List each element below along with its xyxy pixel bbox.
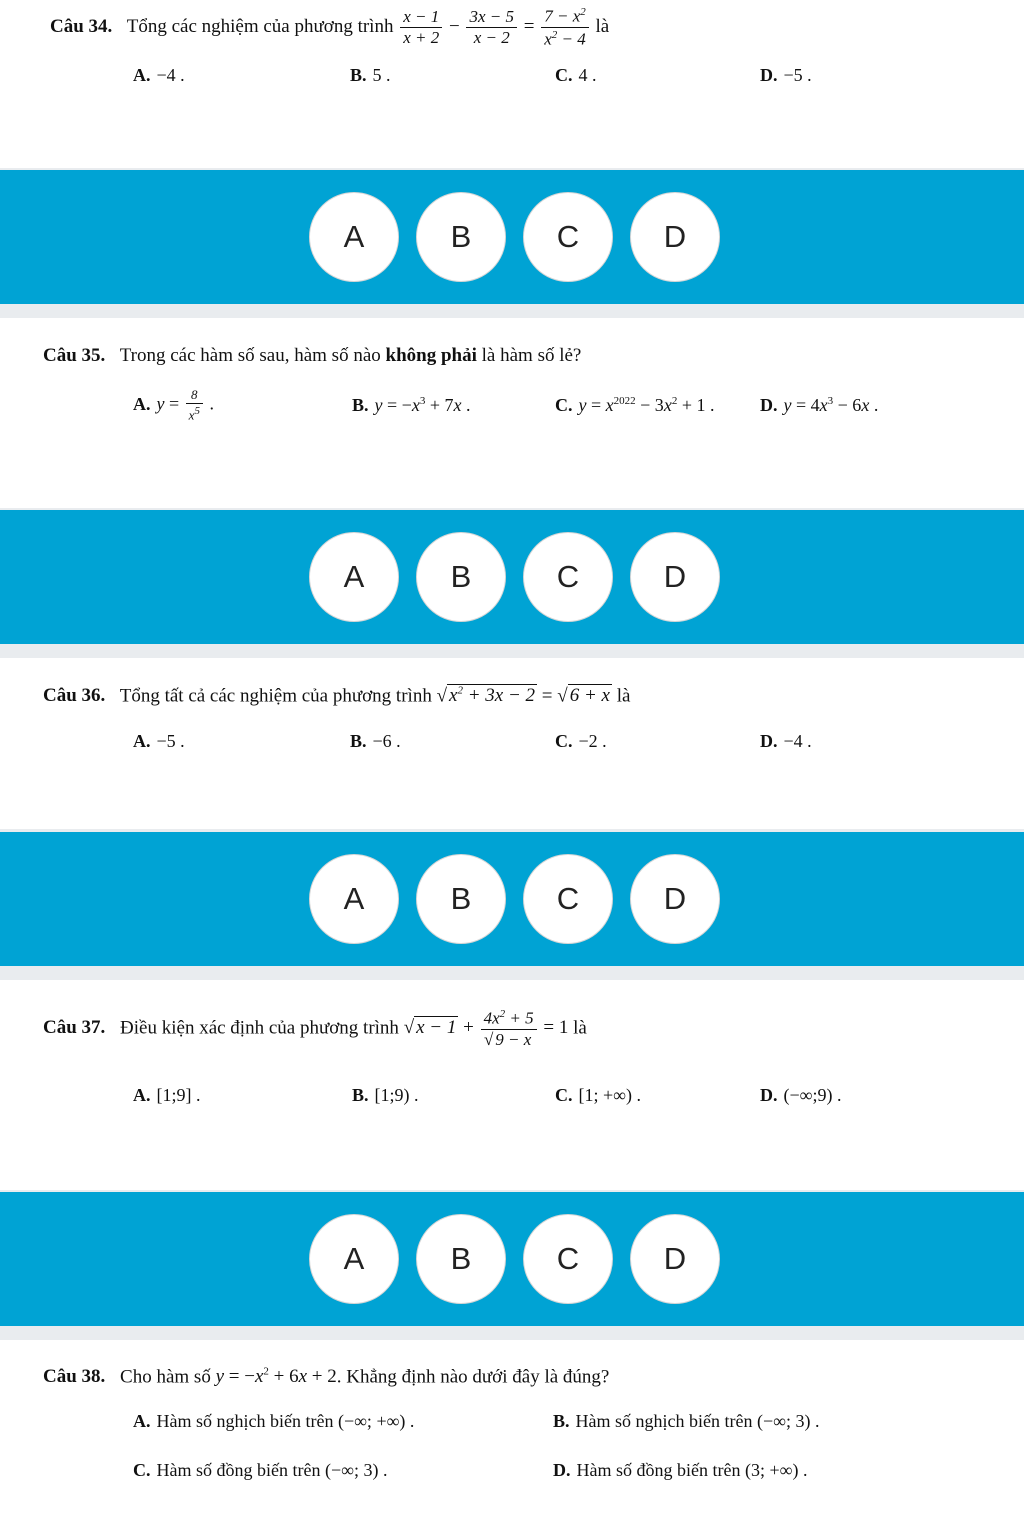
- question-36-option-a: A. −5 .: [133, 731, 185, 751]
- question-34-option-a: A. −4 .: [133, 65, 185, 85]
- question-36-option-d: D. −4 .: [760, 731, 812, 751]
- question-34-number: Câu 34.: [50, 16, 113, 38]
- question-36-option-b: B. −6 .: [350, 731, 401, 751]
- question-34-option-c: C. 4 .: [555, 65, 597, 85]
- question-36-card: [0, 658, 1024, 829]
- question-36-number: Câu 36.: [43, 685, 106, 707]
- answer-b-button[interactable]: B: [416, 192, 506, 282]
- answer-d-button[interactable]: D: [630, 1214, 720, 1304]
- answer-bar-36: [0, 832, 1024, 966]
- answer-d-button[interactable]: D: [630, 854, 720, 944]
- question-38-text-post: . Khẳng định nào dưới đây là đúng?: [336, 1366, 610, 1388]
- question-38-stem: [43, 1367, 609, 1386]
- question-36-stem: [43, 686, 630, 705]
- question-38-option-b: B. Hàm số nghịch biến trên (−∞; 3) .: [553, 1411, 820, 1431]
- answer-a-button[interactable]: A: [309, 1214, 399, 1304]
- question-34-option-d: D. −5 .: [760, 65, 812, 85]
- question-35-card: [0, 318, 1024, 508]
- answer-bar-34: [0, 170, 1024, 304]
- question-35-text-post: là hàm số lẻ?: [481, 345, 582, 366]
- question-38-option-a: A. Hàm số nghịch biến trên (−∞; +∞) .: [133, 1411, 415, 1431]
- question-38-number: Câu 38.: [43, 1366, 106, 1388]
- question-34-text: Tổng các nghiệm của phương trình: [126, 16, 394, 38]
- question-35-option-c: C. $y = x^{2022} - 3x^2 + 1$ .: [555, 395, 715, 415]
- question-37-option-d: D. (−∞;9) .: [760, 1085, 842, 1105]
- question-37-option-c: C. [1; +∞) .: [555, 1085, 641, 1105]
- question-34-equation: $\frac{x - 1}{x + 2}$ − $\frac{3x - 5}{x - 2}$ = $\frac{7 - x^2}{x^2 - 4}$: [398, 16, 595, 37]
- answer-c-button[interactable]: C: [523, 854, 613, 944]
- question-37-option-a: A. [1;9] .: [133, 1085, 201, 1105]
- question-38-option-c: C. Hàm số đồng biến trên (−∞; 3) .: [133, 1460, 388, 1480]
- question-36-equation: √ $x^2 + 3x - 2$ = √ 6 + x: [436, 685, 610, 707]
- question-35-number: Câu 35.: [43, 345, 106, 366]
- answer-a-button[interactable]: A: [309, 192, 399, 282]
- question-36-tail: là: [616, 685, 631, 707]
- question-37-tail: là: [573, 1017, 587, 1039]
- answer-c-button[interactable]: C: [523, 1214, 613, 1304]
- question-37-text: Điều kiện xác định của phương trình: [120, 1017, 399, 1039]
- question-38-function: $y = -x^2 + 6x + 2$: [215, 1366, 337, 1388]
- question-35-stem: [43, 346, 581, 365]
- question-38-option-d: D. Hàm số đồng biến trên (3; +∞) .: [553, 1460, 808, 1480]
- question-37-option-b: B. [1;9) .: [352, 1085, 419, 1105]
- question-34-stem: [50, 6, 609, 50]
- answer-a-button[interactable]: A: [309, 854, 399, 944]
- question-37-equation: √ x − 1 + $\frac{4x^2 + 5}{√ 9 - x}$ = 1: [403, 1008, 574, 1050]
- answer-c-button[interactable]: C: [523, 532, 613, 622]
- question-37-number: Câu 37.: [43, 1017, 106, 1039]
- question-36-text: Tổng tất cả các nghiệm của phương trình: [119, 685, 432, 707]
- answer-b-button[interactable]: B: [416, 854, 506, 944]
- question-34-tail: là: [595, 16, 610, 38]
- question-34-card: [0, 0, 1024, 168]
- question-38-text-pre: Cho hàm số: [120, 1366, 211, 1388]
- question-34-option-b: B. 5 .: [350, 65, 391, 85]
- question-35-text-pre: Trong các hàm số sau, hàm số nào: [119, 345, 381, 366]
- question-37-card: [0, 980, 1024, 1190]
- answer-c-button[interactable]: C: [523, 192, 613, 282]
- question-35-option-d: D. $y = 4x^3 - 6x$ .: [760, 395, 879, 415]
- question-35-text-bold: không phải: [385, 345, 477, 366]
- answer-d-button[interactable]: D: [630, 532, 720, 622]
- answer-d-button[interactable]: D: [630, 192, 720, 282]
- answer-b-button[interactable]: B: [416, 1214, 506, 1304]
- question-37-stem: [43, 1008, 587, 1050]
- answer-bar-37: [0, 1192, 1024, 1326]
- answer-b-button[interactable]: B: [416, 532, 506, 622]
- answer-bar-35: [0, 510, 1024, 644]
- question-38-card: [0, 1340, 1024, 1535]
- answer-a-button[interactable]: A: [309, 532, 399, 622]
- question-36-option-c: C. −2 .: [555, 731, 607, 751]
- question-35-option-a: A. y = $\frac{8}{x^5}$ .: [133, 387, 214, 423]
- question-35-option-b: B. $y = -x^3 + 7x$ .: [352, 395, 471, 415]
